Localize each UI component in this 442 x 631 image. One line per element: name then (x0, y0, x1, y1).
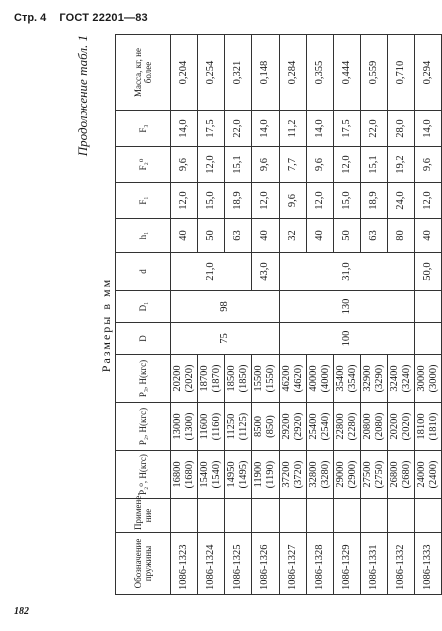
cell-F2: 9,6 (171, 147, 198, 183)
page-label: Стр. 4 (14, 12, 47, 24)
cell-D: 75 (171, 323, 280, 355)
cell-p2: 20800 (2080) (360, 403, 387, 451)
cell-D1: 130 (279, 291, 415, 323)
cell-mass: 0,148 (252, 35, 279, 111)
cell-h1: 63 (360, 219, 387, 253)
cell-F2: 9,6 (415, 147, 442, 183)
cell-h1: 50 (333, 219, 360, 253)
standard-code: ГОСТ 22201—83 (59, 12, 148, 24)
col-D1: D₁ (116, 291, 171, 323)
page-header (14, 12, 148, 24)
cell-F3: 22,0 (360, 111, 387, 147)
cell-F3: 11,2 (279, 111, 306, 147)
cell-p2-0: 26800 (2680) (388, 451, 415, 499)
col-h1: h₁ (116, 219, 171, 253)
cell-mass: 0,444 (333, 35, 360, 111)
cell-F3: 14,0 (252, 111, 279, 147)
cell-p2: 18100 (1810) (415, 403, 442, 451)
cell-p2-0: 15400 (1540) (198, 451, 225, 499)
cell-mass: 0,355 (306, 35, 333, 111)
cell-application (252, 499, 279, 533)
cell-h1: 80 (388, 219, 415, 253)
cell-p3: 40000 (4000) (306, 355, 333, 403)
cell-p2: 22800 (2280) (333, 403, 360, 451)
col-p2: P₂, H(кгс) (116, 403, 171, 451)
col-p2-0: P₂⁰, H(кгс) (116, 451, 171, 499)
cell-p2-0: 24000 (2400) (415, 451, 442, 499)
table-row (415, 35, 442, 595)
cell-p2-0: 37200 (3720) (279, 451, 306, 499)
cell-p2-0: 16800 (1680) (171, 451, 198, 499)
cell-application (171, 499, 198, 533)
cell-F2: 12,0 (333, 147, 360, 183)
col-mass: Масса, кг, не более (116, 35, 171, 111)
cell-p2-0: 29000 (2900) (333, 451, 360, 499)
col-p3: P₃, H(кгс) (116, 355, 171, 403)
cell-F2: 12,0 (198, 147, 225, 183)
spring-table (115, 34, 442, 595)
cell-h1: 50 (198, 219, 225, 253)
cell-F3: 22,0 (225, 111, 252, 147)
cell-p3: 32400 (3240) (388, 355, 415, 403)
cell-p3: 15500 (1550) (252, 355, 279, 403)
cell-F1: 24,0 (388, 183, 415, 219)
cell-p2: 25400 (2540) (306, 403, 333, 451)
col-designation: Обозначение пружины (116, 533, 171, 595)
cell-F2: 19,2 (388, 147, 415, 183)
cell-p3: 18500 (1850) (225, 355, 252, 403)
cell-d: 21,0 (171, 253, 252, 291)
cell-p3: 35400 (3540) (333, 355, 360, 403)
cell-designation: 1086-1323 (171, 533, 198, 595)
cell-application (225, 499, 252, 533)
cell-mass: 0,284 (279, 35, 306, 111)
cell-p2: 11250 (1125) (225, 403, 252, 451)
cell-h1: 32 (279, 219, 306, 253)
cell-F3: 28,0 (388, 111, 415, 147)
cell-F2: 7,7 (279, 147, 306, 183)
cell-designation: 1086-1333 (415, 533, 442, 595)
cell-p3: 32900 (3290) (360, 355, 387, 403)
cell-designation: 1086-1327 (279, 533, 306, 595)
cell-p2: 29200 (2920) (279, 403, 306, 451)
cell-designation: 1086-1326 (252, 533, 279, 595)
table-header-row (116, 35, 171, 595)
cell-application (415, 499, 442, 533)
cell-mass: 0,204 (171, 35, 198, 111)
cell-F1: 18,9 (360, 183, 387, 219)
cell-designation: 1086-1325 (225, 533, 252, 595)
cell-application (388, 499, 415, 533)
cell-mass: 0,294 (415, 35, 442, 111)
cell-application (198, 499, 225, 533)
cell-D1: 98 (171, 291, 280, 323)
cell-d: 50,0 (415, 253, 442, 291)
cell-p2: 8500 (850) (252, 403, 279, 451)
col-F3: F₃ (116, 111, 171, 147)
cell-F2: 15,1 (225, 147, 252, 183)
cell-F3: 14,0 (415, 111, 442, 147)
cell-F3: 17,5 (333, 111, 360, 147)
cell-F1: 12,0 (415, 183, 442, 219)
cell-designation: 1086-1331 (360, 533, 387, 595)
cell-p3: 46200 (4620) (279, 355, 306, 403)
dimensions-group-title: Размеры в мм (99, 277, 113, 373)
table-row (279, 35, 306, 595)
cell-designation: 1086-1324 (198, 533, 225, 595)
cell-p3: 20200 (2020) (171, 355, 198, 403)
cell-p2-0: 14950 (1495) (225, 451, 252, 499)
col-d: d (116, 253, 171, 291)
cell-F2: 15,1 (360, 147, 387, 183)
cell-h1: 40 (306, 219, 333, 253)
cell-mass: 0,559 (360, 35, 387, 111)
rotated-table-block (75, 35, 440, 595)
cell-F1: 9,6 (279, 183, 306, 219)
cell-application (279, 499, 306, 533)
cell-h1: 40 (415, 219, 442, 253)
cell-F1: 15,0 (198, 183, 225, 219)
col-F1: F₁ (116, 183, 171, 219)
cell-p3: 18700 (1870) (198, 355, 225, 403)
cell-F1: 15,0 (333, 183, 360, 219)
cell-D: 100 (279, 323, 415, 355)
cell-p2: 11600 (1160) (198, 403, 225, 451)
cell-F2: 9,6 (306, 147, 333, 183)
page-number: 182 (14, 606, 29, 617)
cell-application (333, 499, 360, 533)
cell-d: 31,0 (279, 253, 415, 291)
cell-mass: 0,321 (225, 35, 252, 111)
cell-designation: 1086-1332 (388, 533, 415, 595)
cell-F3: 17,5 (198, 111, 225, 147)
cell-designation: 1086-1329 (333, 533, 360, 595)
col-D: D (116, 323, 171, 355)
cell-D (415, 323, 442, 355)
cell-d: 43,0 (252, 253, 279, 291)
cell-F1: 12,0 (171, 183, 198, 219)
cell-F3: 14,0 (306, 111, 333, 147)
cell-mass: 0,710 (388, 35, 415, 111)
col-application: Примене-ние (116, 499, 171, 533)
cell-application (360, 499, 387, 533)
cell-designation: 1086-1328 (306, 533, 333, 595)
cell-h1: 40 (252, 219, 279, 253)
cell-p2: 20200 (2020) (388, 403, 415, 451)
cell-F3: 14,0 (171, 111, 198, 147)
cell-p2-0: 27500 (2750) (360, 451, 387, 499)
table-continuation-label: Продолжение табл. 1 (75, 35, 90, 157)
cell-p2: 13000 (1300) (171, 403, 198, 451)
cell-D1 (415, 291, 442, 323)
cell-p3: 30000 (3000) (415, 355, 442, 403)
cell-p2-0: 11900 (1190) (252, 451, 279, 499)
cell-F2: 9,6 (252, 147, 279, 183)
col-F2: F₂⁰ (116, 147, 171, 183)
cell-h1: 63 (225, 219, 252, 253)
cell-mass: 0,254 (198, 35, 225, 111)
cell-F1: 18,9 (225, 183, 252, 219)
cell-F1: 12,0 (306, 183, 333, 219)
table-row (171, 35, 198, 595)
cell-F1: 12,0 (252, 183, 279, 219)
cell-p2-0: 32800 (3280) (306, 451, 333, 499)
cell-h1: 40 (171, 219, 198, 253)
cell-application (306, 499, 333, 533)
